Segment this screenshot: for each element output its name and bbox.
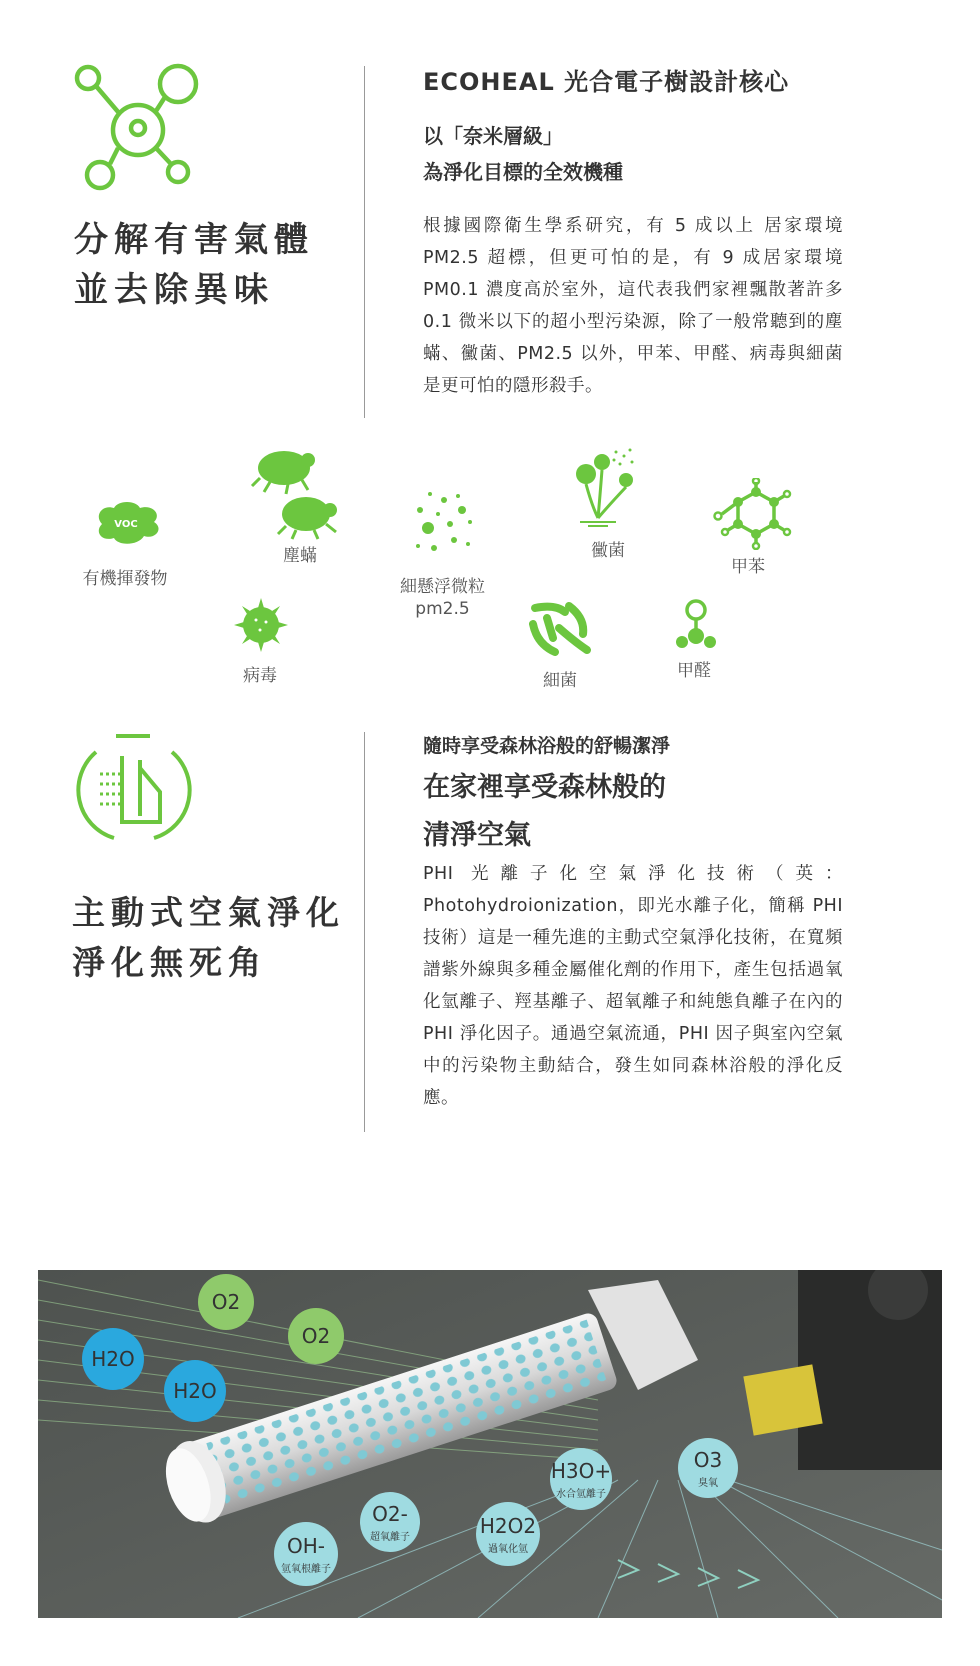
section2-paragraph: PHI 光離子化空氣淨化技術（英：Photohydroionization，即光水離子化，簡稱 PHI 技術）這是一種先進的主動式空氣淨化技術，在寬頻譜紫外線與多種金屬催化劑的作用下，產生包括過氧化氫離子、羥基離子、超氧離子和純態負離子在內的 PHI 淨化因子。通過空氣流通，PHI 因子與室內空氣中的污染物主動結合，發生如同森林浴般的淨化反應。 [423,864,843,1108]
h2o-bubble-b: H2O [164,1360,226,1422]
voc-badge: VOC [114,519,138,530]
o2-bubble-a: O2 [198,1274,254,1330]
o3-bubble: O3 臭氧 [678,1438,738,1498]
h3o-bubble: H3O+ 水合氫離子 [550,1448,612,1510]
bacteria-label: 細菌 [543,671,577,691]
mold-label: 黴菌 [591,541,625,561]
voc-label: 有機揮發物 [82,569,168,589]
section1-divider [364,66,365,418]
section2-big-title: 在家裡享受森林般的 清淨空氣 [423,772,666,851]
section1-heading: 分解有害氣體 並去除異味 [74,220,314,310]
o2-bubble-b: O2 [288,1308,344,1364]
phi-tube-drawing [38,1270,942,1618]
h2o2-bubble: H2O2 過氧化氫 [476,1502,540,1566]
toluene-icon [712,478,800,550]
oh-bubble: OH- 氫氧根離子 [274,1522,338,1586]
toluene-label: 甲苯 [731,557,765,577]
voc-icon [92,500,164,548]
pm25-label: 細懸浮微粒 pm2.5 [400,577,485,619]
section1-paragraph: 根據國際衛生學系研究，有 5 成以上 居家環境 PM2.5 超標，但更可怕的是，有 9 成居家環境 PM0.1 濃度高於室外，這代表我們家裡飄散著許多 0.1 微米以下的超小型污染源，除了一般常聽到的塵蟎、黴菌、PM2.5 以外，甲苯、甲醛、病毒與細菌是更可怕的隱形殺手。 [423,216,843,396]
virus-icon [232,596,290,654]
mold-icon [570,446,640,528]
molecule-icon [70,60,210,195]
formaldehyde-icon [672,598,720,652]
h2o-bubble-a: H2O [82,1328,144,1390]
phi-tube-illustration [38,1270,942,1618]
section1-subtitle: 以「奈米層級」 為淨化目標的全效機種 [423,124,623,184]
formaldehyde-label: 甲醛 [677,661,711,681]
pm25-icon [410,488,480,558]
virus-label: 病毒 [243,666,277,686]
section2-divider [364,732,365,1132]
section1-title: ECOHEAL 光合電子樹設計核心 [423,68,790,96]
air-purify-icon [74,732,194,850]
section2-small-title: 隨時享受森林浴般的舒暢潔淨 [423,735,671,757]
mite-label: 塵蟎 [283,546,317,566]
mite-icon [248,440,344,540]
bacteria-icon [525,598,595,662]
section2-heading: 主動式空氣淨化 淨化無死角 [72,893,345,982]
o2minus-bubble: O2- 超氧離子 [360,1492,420,1552]
